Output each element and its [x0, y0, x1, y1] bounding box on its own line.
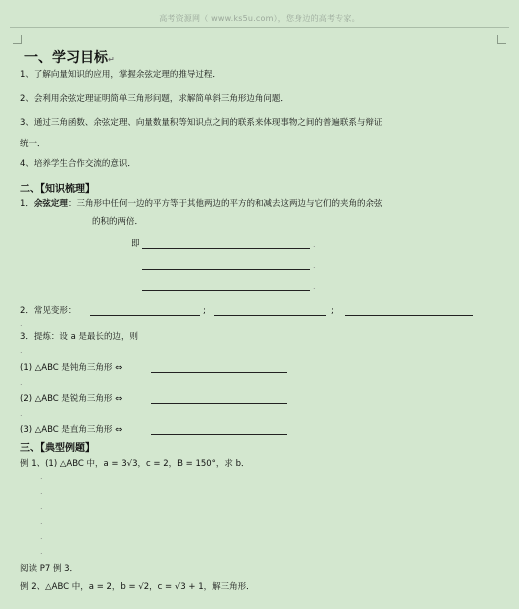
margin-corner-right — [497, 35, 506, 44]
paragraph-mark: . — [313, 261, 316, 270]
reading-note: 阅读 P7 例 3． — [20, 564, 79, 574]
objective-3-cont: 统一． — [20, 139, 46, 149]
objective-4: 4、培养学生合作交流的意识． — [20, 159, 136, 169]
formula-blank-3[interactable] — [142, 290, 310, 291]
case-obtuse: (1) △ABC 是钝角三角形 ⇔ — [20, 363, 123, 373]
case-acute-blank[interactable] — [151, 403, 287, 404]
case-right-blank[interactable] — [151, 434, 287, 435]
paragraph-mark: . — [20, 378, 23, 387]
paragraph-mark: . — [40, 472, 43, 481]
paragraph-mark: . — [40, 487, 43, 496]
paragraph-mark: . — [20, 346, 23, 355]
example-2: 例 2、△ABC 中，a = 2，b = √2，c = √3 + 1，解三角形． — [20, 582, 255, 592]
paragraph-mark: . — [40, 517, 43, 526]
cosine-law-label: 余弦定理 — [33, 199, 68, 209]
paragraph-mark: . — [40, 502, 43, 511]
variants-label: 2．常见变形： — [20, 306, 77, 316]
header-rule — [10, 27, 509, 28]
variant-blank-3[interactable] — [345, 315, 473, 316]
case-acute: (2) △ABC 是锐角三角形 ⇔ — [20, 394, 123, 404]
paragraph-mark: . — [20, 409, 23, 418]
cosine-law-cont: 的积的两倍． — [92, 217, 144, 227]
ji-label: 即 — [131, 239, 140, 249]
section2-title: 二、【知识梳理】 — [20, 184, 95, 195]
example-1: 例 1、(1) △ABC 中，a = 3√3，c = 2，B = 150°，求 b． — [20, 459, 250, 469]
objective-3: 3、通过三角函数、余弦定理、向量数量积等知识点之间的联系来体现事物之间的普遍联系与辩证 — [20, 118, 383, 128]
variant-blank-1[interactable] — [90, 315, 200, 316]
section3-title: 三、【典型例题】 — [20, 443, 95, 454]
hint-line: 3．提炼：设 a 是最长的边，则 — [20, 332, 139, 342]
case-right: (3) △ABC 是直角三角形 ⇔ — [20, 425, 123, 435]
separator: ; — [331, 306, 334, 316]
variant-blank-2[interactable] — [214, 315, 326, 316]
paragraph-mark: . — [20, 319, 23, 328]
margin-corner-left — [13, 35, 22, 44]
paragraph-mark: . — [40, 532, 43, 541]
objective-2: 2、会利用余弦定理证明简单三角形问题，求解简单斜三角形边角问题． — [20, 94, 289, 104]
cosine-law-line: 1．余弦定理：三角形中任何一边的平方等于其他两边的平方的和减去这两边与它们的夹角的余弦 — [20, 199, 383, 209]
case-obtuse-blank[interactable] — [151, 372, 287, 373]
formula-blank-2[interactable] — [142, 269, 310, 270]
separator: ; — [203, 306, 206, 316]
paragraph-mark: . — [40, 547, 43, 556]
section1-title: 一、学习目标↵ — [24, 50, 115, 66]
paragraph-mark: . — [313, 240, 316, 249]
objective-1: 1、了解向量知识的应用，掌握余弦定理的推导过程． — [20, 70, 221, 80]
page-header: 高考资源网（ www.ks5u.com），您身边的高考专家。 — [159, 14, 360, 23]
formula-blank-1[interactable] — [142, 248, 310, 249]
paragraph-mark: . — [313, 282, 316, 291]
